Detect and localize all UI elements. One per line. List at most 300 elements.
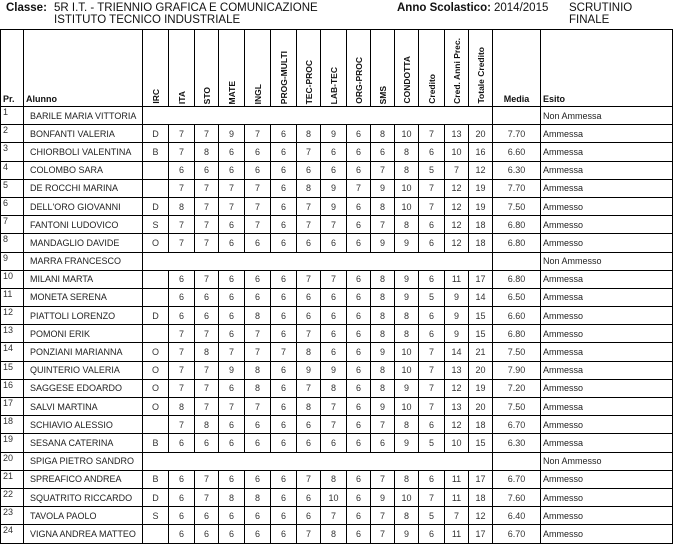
- grade-cell: 7: [169, 216, 195, 234]
- grade-cell: 8: [297, 398, 321, 416]
- grade-cell: 6: [321, 325, 347, 343]
- grade-cell: 6: [169, 525, 195, 543]
- grade-cell: 8: [169, 197, 195, 215]
- grade-cell: 14: [469, 288, 493, 306]
- grade-cell: 6: [347, 416, 371, 434]
- anno-scolastico-value: 2014/2015: [494, 2, 549, 14]
- media-value: 6.30: [493, 161, 541, 179]
- student-name: MONETA SERENA: [24, 288, 143, 306]
- grade-cell: 15: [469, 434, 493, 452]
- esito-value: Ammessa: [541, 361, 673, 379]
- student-name: SQUATRITO RICCARDO: [24, 488, 143, 506]
- scrutinio-title: SCRUTINIO FINALE: [569, 2, 633, 26]
- grade-cell: 9: [321, 361, 347, 379]
- grade-cell: 6: [271, 234, 297, 252]
- column-header-cred-anni-prec: [445, 30, 469, 107]
- grade-cell: 6: [169, 161, 195, 179]
- column-header-alunno: Alunno: [24, 30, 143, 107]
- grade-cell: 7: [195, 234, 219, 252]
- grade-cell: 6: [297, 434, 321, 452]
- grade-cell: 6: [271, 197, 297, 215]
- grade-cell: 6: [347, 343, 371, 361]
- row-number: 20: [1, 452, 24, 470]
- student-name: SAGGESE EDOARDO: [24, 379, 143, 397]
- grade-cell: 6: [347, 507, 371, 525]
- column-header-irc: [143, 30, 169, 107]
- grade-cell: 6: [347, 270, 371, 288]
- grade-cell: 6: [297, 161, 321, 179]
- grade-cell: 6: [371, 143, 395, 161]
- grade-cell: 6: [245, 288, 271, 306]
- table-body: [1, 107, 673, 544]
- grade-cell: 17: [469, 525, 493, 543]
- media-value: 7.50: [493, 398, 541, 416]
- grade-cell: 7: [419, 361, 445, 379]
- grade-cell: 12: [445, 197, 469, 215]
- grade-cell: [143, 325, 169, 343]
- student-name: DELL'ORO GIOVANNI: [24, 197, 143, 215]
- grade-cell: 6: [271, 307, 297, 325]
- grade-cell: 18: [469, 234, 493, 252]
- grade-cell: 7: [245, 197, 271, 215]
- grade-cell: 6: [347, 234, 371, 252]
- esito-value: Ammessa: [541, 270, 673, 288]
- grade-cell: 5: [419, 161, 445, 179]
- grade-cell: 10: [395, 361, 419, 379]
- grade-cell: 8: [195, 416, 219, 434]
- media-value: 6.80: [493, 234, 541, 252]
- grade-cell: 6: [321, 234, 347, 252]
- grade-cell: 6: [271, 507, 297, 525]
- row-number: 4: [1, 161, 24, 179]
- grade-cell: 7: [297, 270, 321, 288]
- grade-cell: 18: [469, 416, 493, 434]
- grade-cell: 8: [321, 525, 347, 543]
- grade-cell: 11: [445, 488, 469, 506]
- grades-empty: [143, 252, 493, 270]
- grade-cell: 6: [321, 143, 347, 161]
- column-header-label: Credito: [426, 74, 437, 104]
- grade-cell: 6: [195, 307, 219, 325]
- grade-cell: 9: [445, 307, 469, 325]
- grade-cell: 7: [297, 216, 321, 234]
- grade-cell: 7: [195, 379, 219, 397]
- grade-cell: S: [143, 216, 169, 234]
- grade-cell: B: [143, 434, 169, 452]
- table-row: [1, 270, 673, 288]
- esito-value: Non Ammesso: [541, 252, 673, 270]
- grade-cell: 6: [321, 161, 347, 179]
- grade-cell: 9: [321, 125, 347, 143]
- column-header-esito: Esito: [541, 30, 673, 107]
- grade-cell: 6: [271, 488, 297, 506]
- column-header-label: ITA: [176, 90, 187, 104]
- column-header-label: TEC-PROC: [303, 59, 314, 104]
- grade-cell: 10: [395, 398, 419, 416]
- column-header-label: Totale Credito: [475, 47, 486, 104]
- grade-cell: 7: [245, 325, 271, 343]
- table-row: [1, 416, 673, 434]
- grade-cell: 20: [469, 361, 493, 379]
- row-number: 18: [1, 416, 24, 434]
- esito-value: Ammesso: [541, 216, 673, 234]
- grade-cell: 17: [469, 270, 493, 288]
- row-number: 14: [1, 343, 24, 361]
- grade-cell: D: [143, 488, 169, 506]
- grade-cell: 8: [395, 416, 419, 434]
- grade-cell: 6: [245, 434, 271, 452]
- grade-cell: 6: [271, 470, 297, 488]
- grade-cell: 12: [445, 216, 469, 234]
- column-header-label: PROG-MULTI: [278, 50, 289, 104]
- grade-cell: 6: [219, 234, 245, 252]
- grade-cell: 8: [371, 288, 395, 306]
- grade-cell: 6: [419, 234, 445, 252]
- grade-cell: [143, 270, 169, 288]
- grade-cell: 7: [169, 416, 195, 434]
- grade-cell: 7: [245, 179, 271, 197]
- student-name: BONFANTI VALERIA: [24, 125, 143, 143]
- column-header-label: LAB-TEC: [328, 66, 339, 104]
- grade-cell: 10: [445, 434, 469, 452]
- row-number: 23: [1, 507, 24, 525]
- table-row: [1, 288, 673, 306]
- grade-cell: 9: [371, 234, 395, 252]
- grade-cell: 12: [445, 234, 469, 252]
- grade-cell: 7: [419, 125, 445, 143]
- student-name: PIATTOLI LORENZO: [24, 307, 143, 325]
- grade-cell: 12: [469, 161, 493, 179]
- grade-cell: 19: [469, 197, 493, 215]
- column-header-label: SMS: [377, 85, 388, 104]
- grade-cell: 8: [245, 379, 271, 397]
- grade-cell: 6: [271, 379, 297, 397]
- grade-cell: 7: [419, 179, 445, 197]
- grade-cell: 8: [395, 161, 419, 179]
- grade-cell: 7: [169, 234, 195, 252]
- grade-cell: 6: [271, 288, 297, 306]
- grade-cell: [143, 161, 169, 179]
- media-value: 7.20: [493, 379, 541, 397]
- grades-empty: [143, 107, 493, 125]
- grade-cell: 10: [395, 179, 419, 197]
- grade-cell: 7: [445, 507, 469, 525]
- esito-value: Ammesso: [541, 416, 673, 434]
- grade-cell: 8: [371, 361, 395, 379]
- grade-cell: 6: [297, 488, 321, 506]
- grade-cell: 8: [297, 125, 321, 143]
- row-number: 1: [1, 107, 24, 125]
- grade-cell: 7: [419, 398, 445, 416]
- grades-table: [0, 29, 673, 544]
- grade-cell: 7: [445, 161, 469, 179]
- grade-cell: 6: [245, 470, 271, 488]
- grade-cell: 6: [419, 470, 445, 488]
- column-header-pr: Pr.: [1, 30, 24, 107]
- media-value: 7.90: [493, 361, 541, 379]
- grade-cell: 6: [245, 416, 271, 434]
- grade-cell: 6: [321, 288, 347, 306]
- grade-cell: 8: [245, 361, 271, 379]
- grade-cell: 7: [169, 125, 195, 143]
- grade-cell: 9: [395, 379, 419, 397]
- grade-cell: B: [143, 470, 169, 488]
- grade-cell: 8: [395, 507, 419, 525]
- grade-cell: 6: [271, 434, 297, 452]
- table-row: [1, 470, 673, 488]
- grade-cell: [143, 179, 169, 197]
- row-number: 22: [1, 488, 24, 506]
- grade-cell: D: [143, 125, 169, 143]
- table-row: [1, 379, 673, 397]
- grade-cell: 10: [445, 143, 469, 161]
- media-value: 7.70: [493, 125, 541, 143]
- grade-cell: 19: [469, 379, 493, 397]
- media-value: [493, 252, 541, 270]
- grade-cell: 7: [169, 343, 195, 361]
- student-name: MILANI MARTA: [24, 270, 143, 288]
- grade-cell: 6: [219, 379, 245, 397]
- grade-cell: 8: [371, 307, 395, 325]
- grade-cell: 5: [419, 288, 445, 306]
- grade-cell: 6: [271, 216, 297, 234]
- grade-cell: O: [143, 361, 169, 379]
- grade-cell: 6: [245, 270, 271, 288]
- grade-cell: 9: [371, 343, 395, 361]
- grade-cell: 8: [169, 398, 195, 416]
- grade-cell: 6: [347, 470, 371, 488]
- column-header-label: MATE: [226, 80, 237, 104]
- grade-cell: 7: [195, 470, 219, 488]
- grade-cell: 10: [395, 488, 419, 506]
- grade-cell: 6: [245, 143, 271, 161]
- table-row: [1, 325, 673, 343]
- esito-value: Non Ammesso: [541, 452, 673, 470]
- classe-value: 5R I.T. - TRIENNIO GRAFICA E COMUNICAZIONE ISTITUTO TECNICO INDUSTRIALE: [54, 2, 318, 26]
- grade-cell: 8: [371, 325, 395, 343]
- student-name: SALVI MARTINA: [24, 398, 143, 416]
- grade-cell: 6: [347, 197, 371, 215]
- esito-value: Ammessa: [541, 343, 673, 361]
- grade-cell: 7: [371, 525, 395, 543]
- student-name: SPREAFICO ANDREA: [24, 470, 143, 488]
- grade-cell: 6: [271, 125, 297, 143]
- student-name: MARRA FRANCESCO: [24, 252, 143, 270]
- grade-cell: 7: [169, 143, 195, 161]
- row-number: 16: [1, 379, 24, 397]
- column-header-condotta: [395, 30, 419, 107]
- grade-cell: 6: [347, 379, 371, 397]
- grade-cell: 8: [395, 143, 419, 161]
- grade-cell: 6: [271, 179, 297, 197]
- grade-cell: 15: [469, 307, 493, 325]
- grade-cell: 12: [445, 416, 469, 434]
- grade-cell: 9: [321, 179, 347, 197]
- grade-cell: 6: [347, 398, 371, 416]
- grade-cell: 6: [321, 434, 347, 452]
- row-number: 5: [1, 179, 24, 197]
- grade-cell: 9: [371, 398, 395, 416]
- grade-cell: 9: [219, 361, 245, 379]
- student-name: POMONI ERIK: [24, 325, 143, 343]
- student-name: COLOMBO SARA: [24, 161, 143, 179]
- grade-cell: 7: [347, 179, 371, 197]
- grade-cell: [143, 288, 169, 306]
- column-header-prog-multi: [271, 30, 297, 107]
- grade-cell: [143, 416, 169, 434]
- grade-cell: 8: [297, 343, 321, 361]
- column-header-org-proc: [347, 30, 371, 107]
- grade-cell: 7: [195, 216, 219, 234]
- grade-cell: 7: [297, 379, 321, 397]
- grade-cell: 7: [371, 216, 395, 234]
- grade-cell: 6: [347, 361, 371, 379]
- table-header-row: [1, 30, 673, 107]
- grade-cell: 13: [445, 361, 469, 379]
- grade-cell: 17: [469, 470, 493, 488]
- grade-cell: 6: [219, 270, 245, 288]
- grade-cell: 7: [321, 270, 347, 288]
- student-name: SPIGA PIETRO SANDRO: [24, 452, 143, 470]
- grade-cell: 21: [469, 343, 493, 361]
- grade-cell: 8: [297, 179, 321, 197]
- student-name: QUINTERIO VALERIA: [24, 361, 143, 379]
- esito-value: Ammessa: [541, 143, 673, 161]
- grade-cell: 9: [445, 325, 469, 343]
- grade-cell: 9: [395, 234, 419, 252]
- grade-cell: 9: [445, 288, 469, 306]
- column-header-ingl: [245, 30, 271, 107]
- column-header-media: Media: [493, 30, 541, 107]
- grade-cell: 7: [419, 379, 445, 397]
- grade-cell: 7: [195, 125, 219, 143]
- table-row: [1, 107, 673, 125]
- grade-cell: 9: [321, 197, 347, 215]
- grade-cell: 9: [371, 488, 395, 506]
- row-number: 12: [1, 307, 24, 325]
- esito-value: Ammessa: [541, 125, 673, 143]
- esito-value: Non Ammessa: [541, 107, 673, 125]
- table-row: [1, 234, 673, 252]
- table-row: [1, 252, 673, 270]
- grade-cell: O: [143, 398, 169, 416]
- media-value: 6.50: [493, 288, 541, 306]
- row-number: 2: [1, 125, 24, 143]
- grade-cell: 6: [219, 416, 245, 434]
- esito-value: Ammesso: [541, 307, 673, 325]
- media-value: 6.80: [493, 216, 541, 234]
- grade-cell: 9: [371, 179, 395, 197]
- column-header-sto: [195, 30, 219, 107]
- grade-cell: 6: [297, 234, 321, 252]
- grade-cell: 6: [297, 416, 321, 434]
- grade-cell: 7: [371, 507, 395, 525]
- grade-cell: 6: [219, 288, 245, 306]
- column-header-label: CONDOTTA: [401, 56, 412, 104]
- grade-cell: 8: [371, 379, 395, 397]
- grade-cell: 7: [321, 416, 347, 434]
- grade-cell: 11: [445, 525, 469, 543]
- grade-cell: 11: [445, 270, 469, 288]
- grade-cell: 6: [271, 143, 297, 161]
- grade-cell: B: [143, 143, 169, 161]
- student-name: TAVOLA PAOLO: [24, 507, 143, 525]
- esito-value: Ammesso: [541, 325, 673, 343]
- media-value: 6.60: [493, 143, 541, 161]
- grade-cell: 8: [371, 125, 395, 143]
- grade-cell: 19: [469, 179, 493, 197]
- grade-cell: 6: [347, 288, 371, 306]
- grade-cell: 6: [219, 525, 245, 543]
- student-name: BARILE MARIA VITTORIA: [24, 107, 143, 125]
- grade-cell: 8: [195, 143, 219, 161]
- student-name: CHIORBOLI VALENTINA: [24, 143, 143, 161]
- grade-cell: 7: [169, 361, 195, 379]
- grade-cell: 7: [271, 343, 297, 361]
- media-value: 6.70: [493, 416, 541, 434]
- grade-cell: 12: [445, 379, 469, 397]
- media-value: 7.50: [493, 343, 541, 361]
- media-value: 6.30: [493, 434, 541, 452]
- grade-cell: 6: [321, 307, 347, 325]
- grade-cell: 18: [469, 216, 493, 234]
- grade-cell: 6: [169, 434, 195, 452]
- grade-cell: 7: [419, 197, 445, 215]
- grade-cell: 8: [321, 470, 347, 488]
- esito-value: Ammesso: [541, 197, 673, 215]
- grade-cell: 5: [419, 507, 445, 525]
- grade-cell: 7: [297, 470, 321, 488]
- grade-cell: 10: [395, 125, 419, 143]
- grade-cell: 7: [245, 125, 271, 143]
- esito-value: Ammessa: [541, 161, 673, 179]
- grades-empty: [143, 452, 493, 470]
- grade-cell: 13: [445, 398, 469, 416]
- grade-cell: 6: [245, 525, 271, 543]
- table-row: [1, 197, 673, 215]
- grade-cell: 9: [219, 125, 245, 143]
- table-row: [1, 525, 673, 543]
- column-header-lab-tec: [321, 30, 347, 107]
- row-number: 8: [1, 234, 24, 252]
- esito-value: Ammessa: [541, 434, 673, 452]
- grade-cell: 6: [271, 325, 297, 343]
- media-value: 6.80: [493, 325, 541, 343]
- grade-cell: 6: [297, 307, 321, 325]
- table-row: [1, 452, 673, 470]
- row-number: 13: [1, 325, 24, 343]
- media-value: 7.70: [493, 179, 541, 197]
- table-row: [1, 507, 673, 525]
- grade-cell: 6: [271, 398, 297, 416]
- grade-cell: 20: [469, 125, 493, 143]
- table-row: [1, 216, 673, 234]
- grade-cell: 7: [195, 398, 219, 416]
- grade-cell: 10: [321, 488, 347, 506]
- grade-cell: 7: [419, 343, 445, 361]
- grade-cell: 6: [297, 507, 321, 525]
- row-number: 3: [1, 143, 24, 161]
- grade-cell: 15: [469, 325, 493, 343]
- grade-cell: 20: [469, 398, 493, 416]
- grade-cell: 6: [195, 507, 219, 525]
- grade-cell: 7: [219, 179, 245, 197]
- row-number: 15: [1, 361, 24, 379]
- table-row: [1, 343, 673, 361]
- grade-cell: 6: [219, 143, 245, 161]
- grade-cell: 6: [321, 343, 347, 361]
- grade-cell: 9: [395, 525, 419, 543]
